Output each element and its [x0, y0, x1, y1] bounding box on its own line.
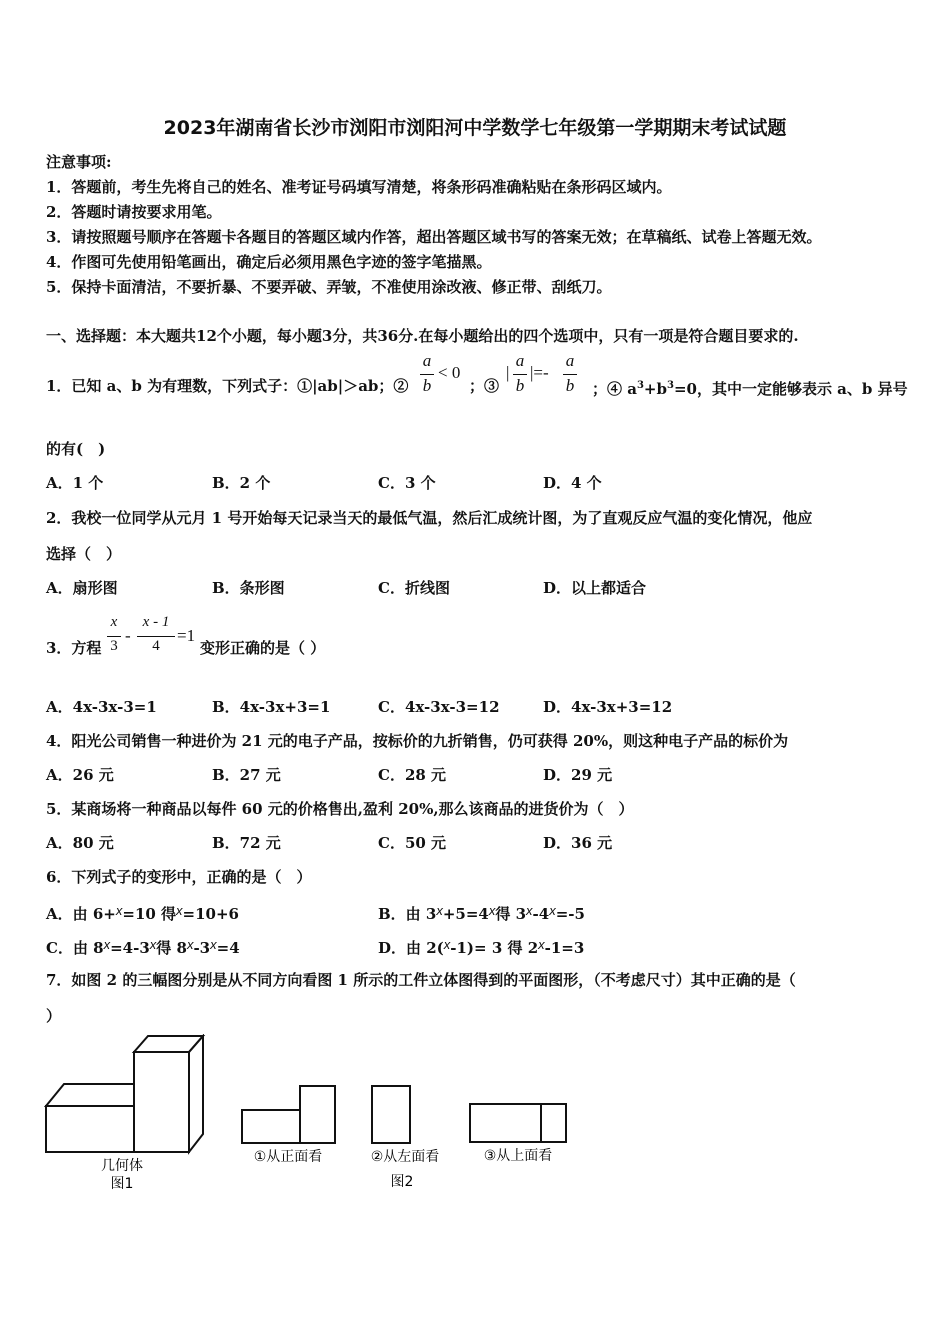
figure-2-views [236, 1078, 576, 1194]
q3-option-d: D．4x-3x+3=12 [543, 698, 673, 716]
q1-tail: ；④ $a^3+b^3=0$，其中一定能够表示 a、b 异号 [592, 380, 908, 398]
q2-option-a: A．扇形图 [46, 579, 118, 597]
q1-frac-den: b [515, 376, 525, 395]
q1-frac-num: a [422, 351, 432, 370]
notice-heading: 注意事项: [46, 153, 112, 171]
q1-abs-right: |=- [530, 363, 549, 382]
q5-option-a: A．80 元 [46, 834, 114, 852]
q1-continuation: 的有( ) [46, 440, 106, 458]
q4-option-d: D．29 元 [543, 766, 613, 784]
solid-top-low [46, 1084, 134, 1106]
solid-front-low [46, 1106, 134, 1152]
fraction-bar [420, 374, 434, 375]
q1-option-a: A．1 个 [46, 474, 104, 492]
q1-abs-left: | [506, 363, 510, 382]
q6-option-c: C．由 8x=4-3x得 8x-3x=4 [46, 937, 240, 957]
view-left-label: ②从左面看 [370, 1149, 440, 1165]
q1-frac-num: a [515, 351, 525, 370]
q1-option-b: B．2 个 [212, 474, 271, 492]
q1-frac-num: a [565, 351, 575, 370]
top-view [470, 1104, 566, 1142]
figure-1-label: 几何体 [101, 1158, 143, 1174]
q1-lead: 1．已知 a、b 为有理数，下列式子：①|ab|＞ab；② [46, 377, 409, 395]
fraction-bar [513, 374, 527, 375]
q3-frac2-den: 4 [152, 638, 160, 654]
q3-option-a: A．4x-3x-3=1 [46, 698, 157, 716]
view-front-label: ①从正面看 [253, 1149, 323, 1165]
q3-frac2-num: x - 1 [142, 614, 170, 630]
view-top-label: ③从上面看 [483, 1148, 553, 1164]
q1-frac-den: b [422, 376, 432, 395]
q4-option-c: C．28 元 [378, 766, 447, 784]
fraction-bar [107, 636, 121, 637]
q6-option-b: B．由 3x+5=4x得 3x-4x=-5 [378, 903, 585, 923]
notice-item: 1．答题前，考生先将自己的姓名、准考证号码填写清楚，将条形码准确粘贴在条形码区域内。 [46, 178, 672, 196]
solid-top-tall [134, 1036, 203, 1052]
notice-item: 4．作图可先使用铅笔画出，确定后必须用黑色字迹的签字笔描黑。 [46, 253, 492, 271]
left-view [372, 1086, 410, 1143]
figure-1-solid [40, 1034, 210, 1194]
page-title: 2023年湖南省长沙市浏阳市浏阳河中学数学七年级第一学期期末考试试题 [163, 117, 787, 139]
q1-option-d: D．4 个 [543, 474, 602, 492]
q6-option-d: D．由 2(x-1)= 3 得 2x-1=3 [378, 937, 585, 957]
solid-side-tall [189, 1036, 203, 1152]
figure-2-caption: 图2 [390, 1174, 414, 1190]
notice-item: 5．保持卡面清洁，不要折暴、不要弄破、弄皱，不准使用涂改液、修正带、刮纸刀。 [46, 278, 612, 296]
front-view-right [300, 1086, 335, 1143]
q3-frac1-den: 3 [110, 638, 118, 654]
q3-tail: 变形正确的是（ ） [200, 639, 326, 657]
q1-option-c: C．3 个 [378, 474, 436, 492]
figure-1-caption: 图1 [110, 1176, 134, 1192]
q5-option-c: C．50 元 [378, 834, 447, 852]
fraction-bar [563, 374, 577, 375]
q1-less-than-zero: < 0 [438, 363, 461, 382]
q3-equals: =1 [177, 626, 196, 645]
q1-sep: ；③ [469, 377, 500, 395]
q2-line2: 选择（ ） [46, 545, 122, 563]
q6-line: 6．下列式子的变形中，正确的是（ ） [46, 868, 312, 886]
fraction-bar [137, 636, 175, 637]
q7-line2: ） [46, 1007, 62, 1025]
q3-option-b: B．4x-3x+3=1 [212, 698, 331, 716]
q3-frac1-num: x [110, 614, 118, 630]
q5-option-d: D．36 元 [543, 834, 613, 852]
q2-option-b: B．条形图 [212, 579, 285, 597]
section-heading: 一、选择题：本大题共12个小题，每小题3分，共36分.在每小题给出的四个选项中，只有一项是符合题目要求的. [46, 327, 799, 345]
q2-option-c: C．折线图 [378, 579, 450, 597]
notice-item: 2．答题时请按要求用笔。 [46, 203, 222, 221]
q4-line: 4．阳光公司销售一种进价为 21 元的电子产品，按标价的九折销售，仍可获得 20%，则这种电子产品的标价为 [46, 732, 789, 750]
q5-option-b: B．72 元 [212, 834, 281, 852]
q4-option-a: A．26 元 [46, 766, 114, 784]
q3-option-c: C．4x-3x-3=12 [378, 698, 500, 716]
q3-minus: - [125, 626, 131, 645]
q7-line1: 7．如图 2 的三幅图分别是从不同方向看图 1 所示的工件立体图得到的平面图形，（不考虑尺寸）其中正确的是（ [46, 971, 796, 989]
q2-line1: 2．我校一位同学从元月 1 号开始每天记录当天的最低气温，然后汇成统计图，为了直观反应气温的变化情况，他应 [46, 509, 813, 527]
q6-option-a: A．由 6+x=10 得x=10+6 [46, 903, 239, 923]
q1-frac-den: b [565, 376, 575, 395]
q3-lead: 3．方程 [46, 639, 102, 657]
notice-item: 3．请按照题号顺序在答题卡各题目的答题区域内作答，超出答题区域书写的答案无效；在草稿纸、试卷上答题无效。 [46, 228, 822, 246]
q2-option-d: D．以上都适合 [543, 579, 647, 597]
q4-option-b: B．27 元 [212, 766, 281, 784]
front-view-left [242, 1110, 300, 1143]
solid-front-tall [134, 1052, 189, 1152]
q5-line: 5．某商场将一种商品以每件 60 元的价格售出,盈利 20%,那么该商品的进货价为（ ） [46, 800, 634, 818]
